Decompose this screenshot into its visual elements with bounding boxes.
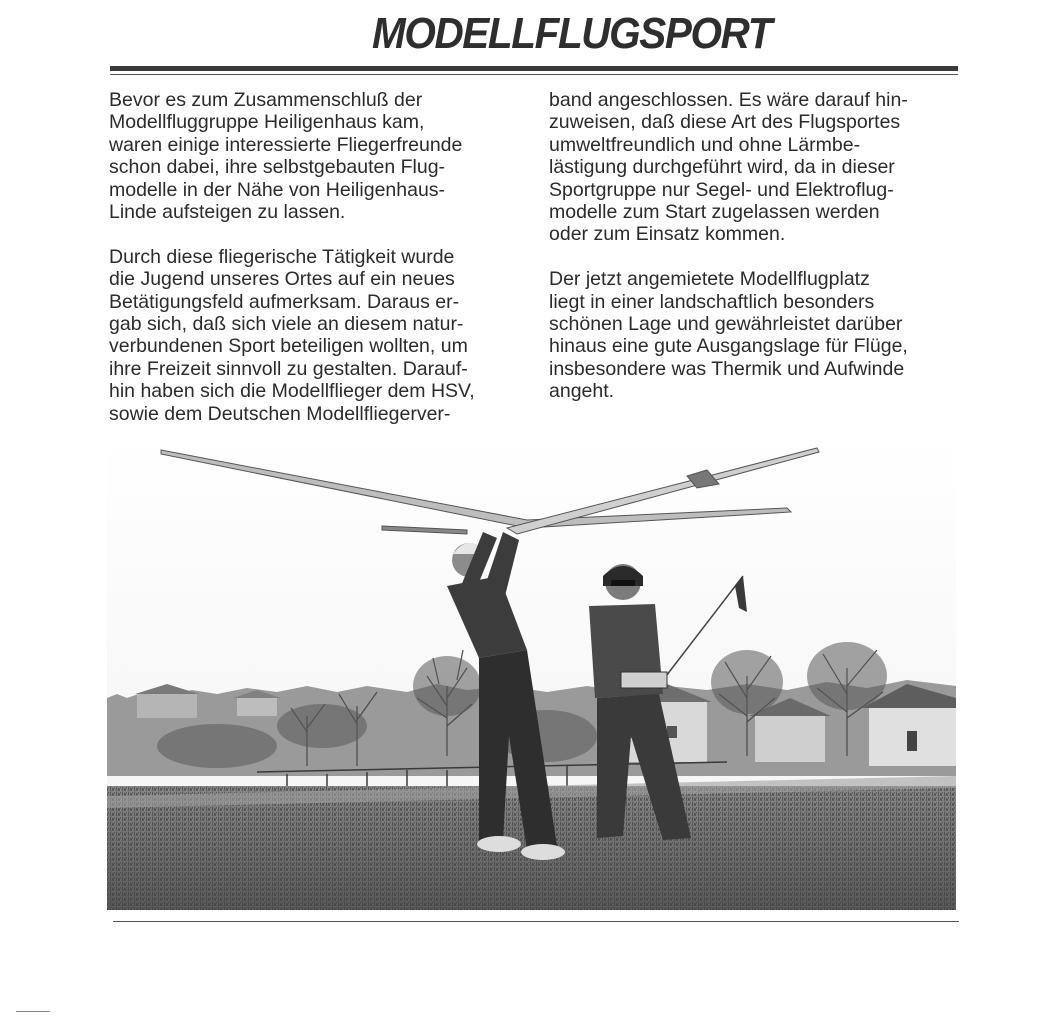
bottom-rule <box>113 921 959 922</box>
right-text-column <box>549 89 959 425</box>
right-paragraph-2: Der jetzt angemietete Modellflugplatz liegt in einer landschaftlich besonders schönen Lage und gewährleistet darüber hinaus eine gute Ausgangslage für Flüge, insbesondere was Thermik und Aufwinde angeht. <box>549 268 908 403</box>
right-paragraph-1: band angeschlossen. Es wäre darauf hin- zuweisen, daß diese Art des Flugsportes umweltfreundlich und ohne Lärmbe- lästigung durchgeführt wird, da in dieser Sportgruppe nur Segel- und Elektroflug- modelle zum Start zugelassen werden oder zum Einsatz kommen. <box>549 89 908 246</box>
header-rule-thick <box>110 66 958 71</box>
left-paragraph-1: Bevor es zum Zusammenschluß der Modellfluggruppe Heiligenhaus kam, waren einige interessierte Fliegerfreunde schon dabei, ihre selbstgebauten Flug- modelle in der Nähe von Heiligenhaus- Linde aufsteigen zu lassen. <box>109 89 463 224</box>
left-text-column <box>109 89 519 447</box>
scan-mark <box>16 1011 50 1012</box>
header-rule-thin <box>110 74 958 75</box>
page-title: MODELLFLUGSPORT <box>372 9 772 58</box>
photo-glider-launch <box>107 436 956 910</box>
left-paragraph-2: Durch diese fliegerische Tätigkeit wurde die Jugend unseres Ortes auf ein neues Betätigungsfeld aufmerksam. Daraus er- gab sich, daß sich viele an diesem natur- verbundenen Sport beteiligen wollten, um ihre Freizeit sinnvoll zu gestalten. Darauf- hin haben sich die Modellflieger dem HSV, sowie dem Deutschen Modellfliegerver- <box>109 245 475 425</box>
